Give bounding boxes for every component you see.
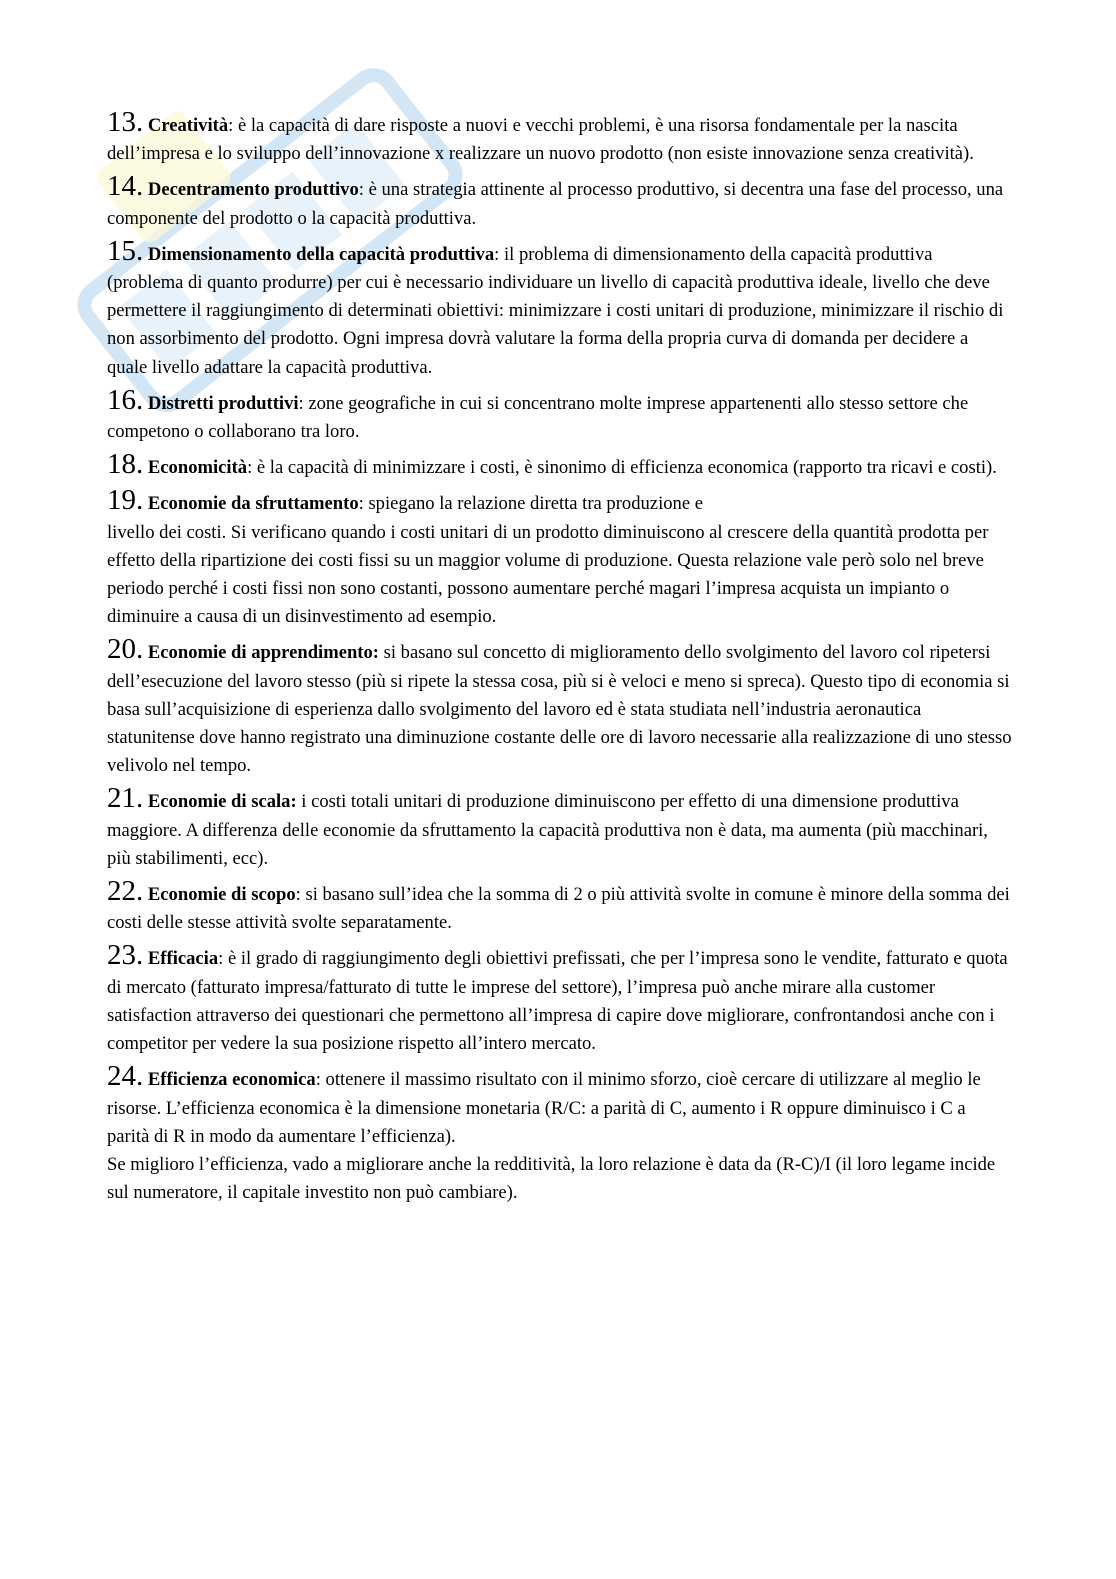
document-body [107,108,1012,1211]
entry-separator: : [247,457,253,479]
entry-14 [107,172,1012,232]
entry-16 [107,383,1012,446]
entry-term: Economie di scopo [147,884,296,906]
entry-definition: è la capacità di dare risposte a nuovi e vecchi problemi, è una risorsa fondamentale per la nascita dell’impresa e lo sviluppo dell’innovazione x realizzare un nuovo prodotto (non esiste innovazione senza creatività). [107,115,974,165]
entry-separator: : [298,392,304,414]
entry-term: Economie di scala: [147,791,297,813]
entry-term: Creatività [147,115,229,136]
entry-separator: : [218,948,224,970]
entry-number: 18. [107,448,144,481]
entry-definition: ottenere il massimo risultato con il minimo sforzo, cioè cercare di utilizzare al meglio le risorse. L’efficienza economica è la dimensione monetaria (R/C: a parità di C, aumento i R oppure diminuisco i C a parità di R in modo da aumentare l’efficienza). [107,1069,981,1147]
entry-term: Dimensionamento della capacità produttiva [147,243,495,265]
entry-number: 19. [107,484,144,517]
entry-number: 20. [107,633,144,666]
entry-separator: : [295,884,301,906]
entry-definition-continued: Se miglioro l’efficienza, vado a migliorare anche la redditività, la loro relazione è data da (R-C)/I (il loro legame incide sul numeratore, il capitale investito non può cambiare). [107,1153,996,1204]
entry-number: 16. [107,383,144,416]
entry-number: 14. [107,170,144,203]
entry-term: Decentramento produttivo [147,179,359,201]
entry-term: Efficacia [147,948,219,970]
entry-number: 24. [107,1060,144,1093]
entry-separator: : [358,179,364,201]
entry-23 [107,941,1012,1058]
entry-definition: spiegano la relazione diretta tra produzione e [363,493,703,515]
entry-term: Economie da sfruttamento [147,493,359,515]
entry-definition: si basano sul concetto di miglioramento dello svolgimento del lavoro col ripetersi dell’esecuzione del lavoro stesso (più si ripete la stessa cosa, più si è veloci e meno si spreca). Questo tipo di economia si basa sull’acquisizione di esperienza dallo svolgimento del lavoro ed è stata studiata nell’industria aeronautica statunitense dove hanno registrato una diminuzione costante delle ore di lavoro necessarie alla realizzazione di uno stesso velivolo nel tempo. [107,642,1012,777]
entry-21 [107,784,1012,873]
entry-24 [107,1062,1012,1207]
entry-separator: : [358,493,364,515]
entry-term: Efficienza economica [147,1069,316,1091]
entry-number: 15. [107,234,144,267]
entry-definition: si basano sull’idea che la somma di 2 o più attività svolte in comune è minore della somma dei costi delle stesse attività svolte separatamente. [107,884,1010,934]
entry-term: Economicità [147,457,248,479]
entry-separator: : [315,1069,321,1091]
entry-definition: è la capacità di minimizzare i costi, è sinonimo di efficienza economica (rapporto tra ricavi e costi). [252,457,997,479]
entry-15 [107,234,1012,382]
entry-definition: i costi totali unitari di produzione diminuiscono per effetto di una dimensione produttiva maggiore. A differenza delle economie da sfruttamento la capacità produttiva non è data, ma aumenta (più macchinari, più stabilimenti, ecc). [107,791,988,869]
entry-19 [107,486,1012,631]
entry-definition: è una strategia attinente al processo produttivo, si decentra una fase del processo, una componente del prodotto o la capacità produttiva. [107,179,1004,229]
entry-number: 22. [107,875,144,908]
entry-term: Economie di apprendimento: [147,642,379,664]
entry-term: Distretti produttivi [147,392,299,414]
entry-definition: è il grado di raggiungimento degli obiettivi prefissati, che per l’impresa sono le vendite, fatturato e quota di mercato (fatturato impresa/fatturato di tutte le imprese del settore), l’impresa può anche mirare alla customer satisfaction attraverso dei questionari che permettono all’impresa di capire dove migliorare, confrontandosi anche con i competitor per vedere la sua posizione rispetto all’intero mercato. [107,948,1008,1055]
entry-13 [107,108,1012,168]
entry-20 [107,635,1012,780]
entry-separator: : [228,115,234,136]
entry-definition-continued: livello dei costi. Si verificano quando i costi unitari di un prodotto diminuiscono al crescere della quantità prodotta per effetto della ripartizione dei costi fissi su un maggior volume di produzione. Questa relazione vale però solo nel breve periodo perché i costi fissi non sono costanti, possono aumentare perché magari l’impresa acquista un impianto o diminuire a causa di un disinvestimento ad esempio. [107,521,989,628]
entry-definition: il problema di dimensionamento della capacità produttiva (problema di quanto produrre) per cui è necessario individuare un livello di capacità produttiva ideale, livello che deve permettere il raggiungimento di determinati obiettivi: minimizzare i costi unitari di produzione, minimizzare il rischio di non assorbimento del prodotto. Ogni impresa dovrà valutare la forma della propria curva di domanda per decidere a quale livello adattare la capacità produttiva. [107,243,1004,378]
entry-number: 21. [107,782,144,815]
entry-22 [107,877,1012,937]
entry-definition: zone geografiche in cui si concentrano molte imprese appartenenti allo stesso settore che competono o collaborano tra loro. [107,392,969,443]
entry-number: 23. [107,939,144,972]
entry-18 [107,450,1012,482]
entry-separator: : [494,243,500,265]
entry-number: 13. [107,106,144,138]
